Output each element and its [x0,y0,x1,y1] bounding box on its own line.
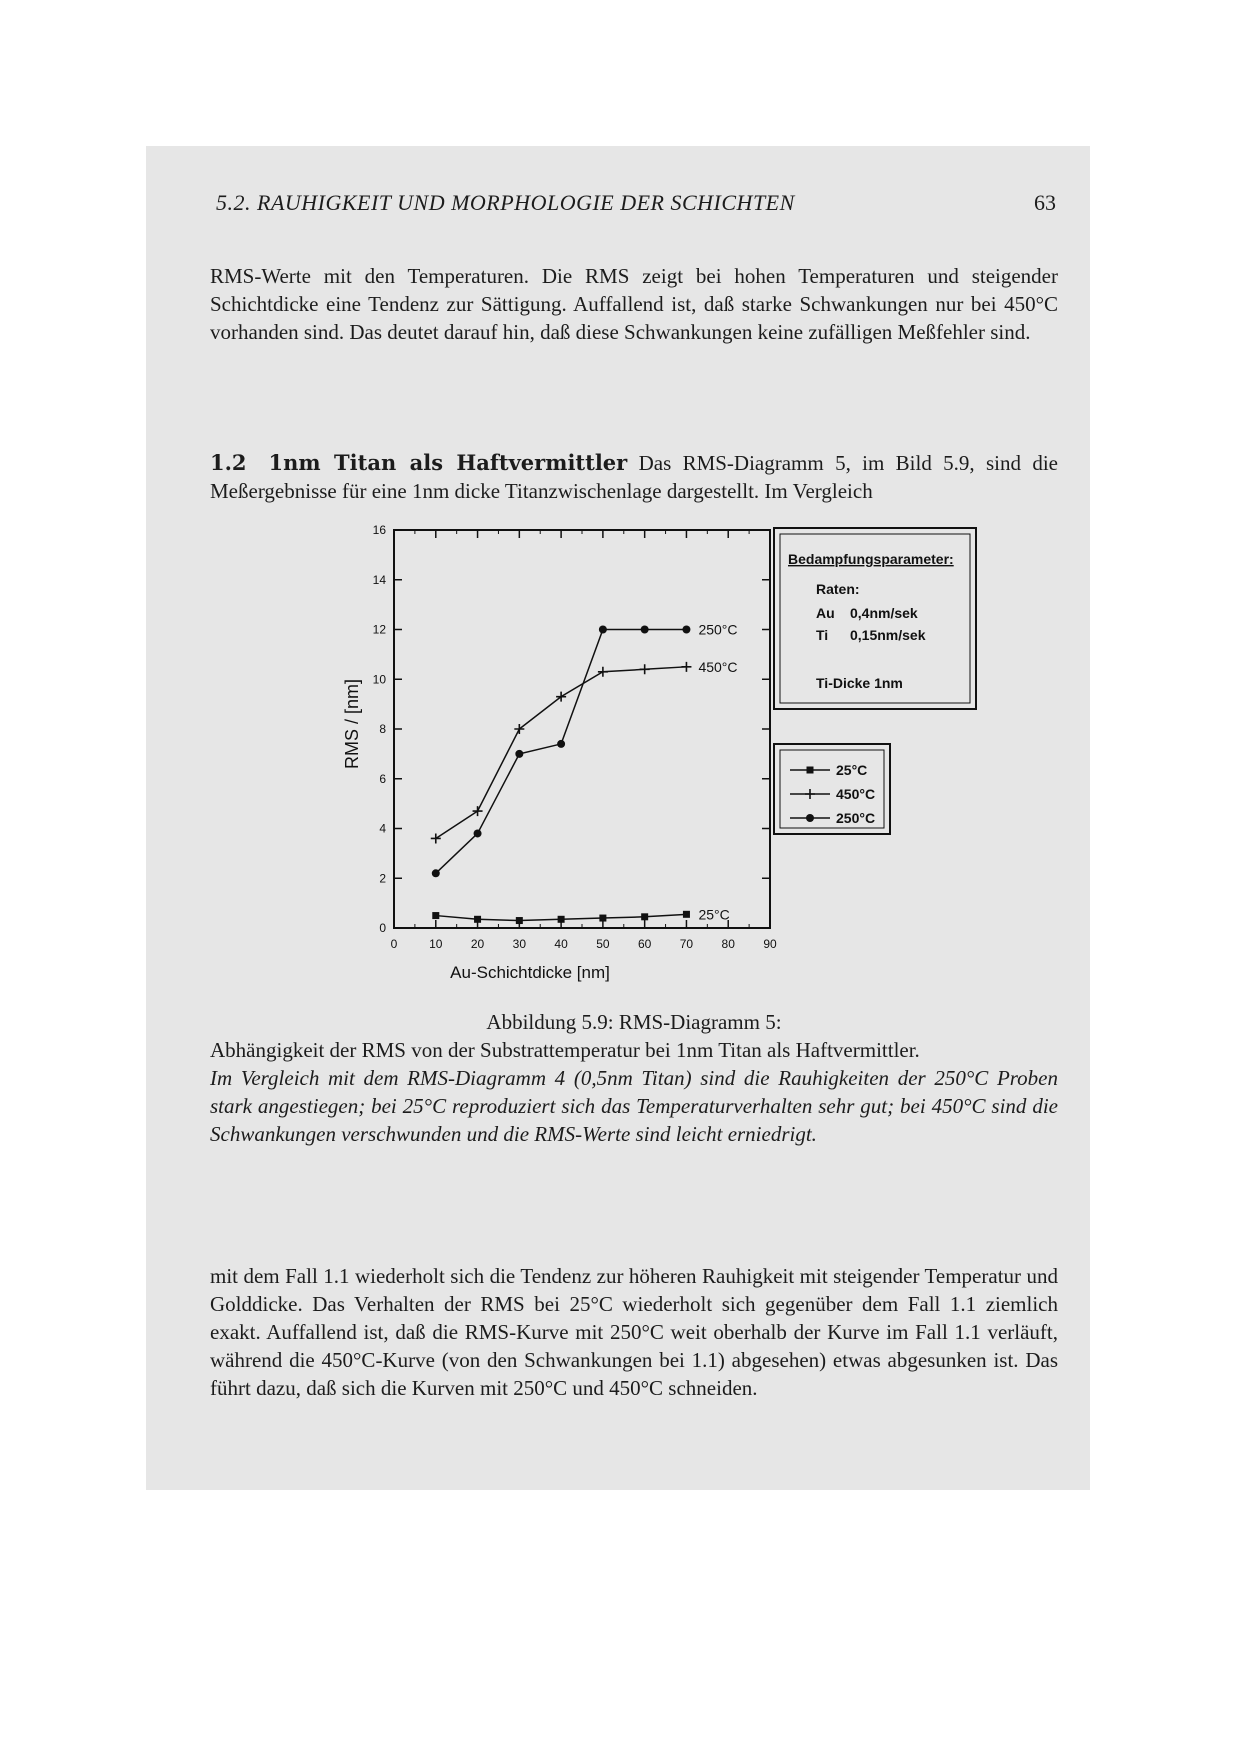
x-tick-label: 0 [390,937,398,951]
params-ti-el: Ti [816,627,829,643]
series-line-0 [436,630,687,874]
caption-line-1: Abbildung 5.9: RMS-Diagramm 5: [486,1010,782,1034]
y-tick-label: 0 [379,921,386,935]
y-tick-label: 12 [372,622,386,637]
caption-italic: Im Vergleich mit dem RMS-Diagramm 4 (0,5nm Titan) sind die Rauhigkeiten der 250°C Proben stark angestiegen; bei 25°C reproduziert sich das Temperaturverhalten sehr gut; bei 450°C sind die Schwankungen verschwunden und die RMS-Werte sind leicht erniedrigt. [210,1066,1058,1146]
section-number: 1.2 [210,450,247,475]
params-heading: Bedampfungsparameter: [788,551,954,567]
data-point [474,916,481,923]
params-au-val: 0,4nm/sek [850,605,918,621]
y-axis-label: RMS / [nm] [342,678,362,770]
series-end-label: 250°C [698,621,738,638]
params-au-el: Au [816,605,835,621]
data-point [682,626,690,634]
x-tick-label: 90 [763,937,777,951]
section-heading [210,450,627,475]
y-tick-label: 10 [372,672,386,687]
header-title: 5.2. RAUHIGKEIT UND MORPHOLOGIE DER SCHICHTEN [216,190,795,215]
plot-frame [394,530,770,928]
rms-chart [300,518,1000,988]
caption-line-2: Abhängigkeit der RMS von der Substrattemperatur bei 1nm Titan als Haftvermittler. [210,1038,920,1062]
page-number: 63 [1034,190,1056,215]
legend-entry-label: 450°C [836,786,876,802]
data-point [558,916,565,923]
y-tick-label: 2 [379,871,386,886]
y-tick-label: 14 [372,572,386,587]
series-end-label: 25°C [698,906,730,923]
legend-entry-label: 250°C [836,810,876,826]
data-point [641,913,648,920]
running-header [216,190,1056,224]
params-ti-val: 0,15nm/sek [850,627,926,643]
figure-caption [210,1008,1058,1148]
data-point [640,664,650,674]
data-point [432,869,440,877]
params-box [774,528,976,709]
x-tick-label: 80 [721,937,735,951]
data-point [431,833,441,843]
x-axis-label: Au-Schichtdicke [nm] [450,963,610,982]
y-tick-label: 16 [372,523,386,537]
data-point [474,829,482,837]
plot-area [373,523,777,951]
section-paragraph [210,449,1058,505]
y-tick-label: 4 [379,821,386,836]
y-tick-label: 8 [379,722,386,736]
section-text: Das RMS-Diagramm 5, im Bild 5.9, sind die Meßergebnisse für eine 1nm dicke Titanzwischenlage dargestellt. Im Vergleich [210,451,1058,503]
legend-marker [806,814,814,822]
data-point [557,740,565,748]
x-tick-label: 40 [554,937,568,951]
paragraph-3: mit dem Fall 1.1 wiederholt sich die Tendenz zur höheren Rauhigkeit mit steigender Temperatur und Golddicke. Das Verhalten der RMS bei 25°C wiederholt sich gegenüber dem Fall 1.1 ziemlich exakt. Auffallend ist, daß die RMS-Kurve mit 250°C weit oberhalb der Kurve im Fall 1.1 verläuft, während die 450°C-Kurve (von den Schwankungen bei 1.1) abgesehen) etwas abgesunken ist. Das führt dazu, daß sich die Kurven mit 250°C und 450°C schneiden. [210,1264,1058,1400]
legend-marker [805,789,815,799]
series-end-label: 450°C [698,658,738,675]
data-point [599,626,607,634]
legend-marker [807,767,814,774]
data-point [641,626,649,634]
section-title: 1nm Titan als Haftvermittler [268,450,628,475]
x-tick-label: 50 [596,937,610,951]
data-point [515,750,523,758]
legend-entry-label: 25°C [836,762,868,778]
paragraph-1: RMS-Werte mit den Temperaturen. Die RMS zeigt bei hohen Temperaturen und steigender Schichtdicke eine Tendenz zur Sättigung. Auffallend ist, daß starke Schwankungen nur bei 450°C vorhanden sind. Das deutet darauf hin, daß diese Schwankungen keine zufälligen Meßfehler sind. [210,264,1058,344]
data-point [681,662,691,672]
params-thickness: Ti-Dicke 1nm [816,675,903,691]
data-point [516,917,523,924]
x-tick-label: 30 [512,937,527,951]
data-point [432,912,439,919]
params-rates-label: Raten: [816,581,860,597]
data-point [599,915,606,922]
x-tick-label: 10 [429,937,443,951]
data-point [598,667,608,677]
data-point [473,806,483,816]
y-tick-label: 6 [379,771,386,786]
x-tick-label: 20 [470,937,485,951]
x-tick-label: 60 [637,937,652,951]
x-tick-label: 70 [679,937,694,951]
data-point [683,911,690,918]
legend-box [774,744,890,834]
